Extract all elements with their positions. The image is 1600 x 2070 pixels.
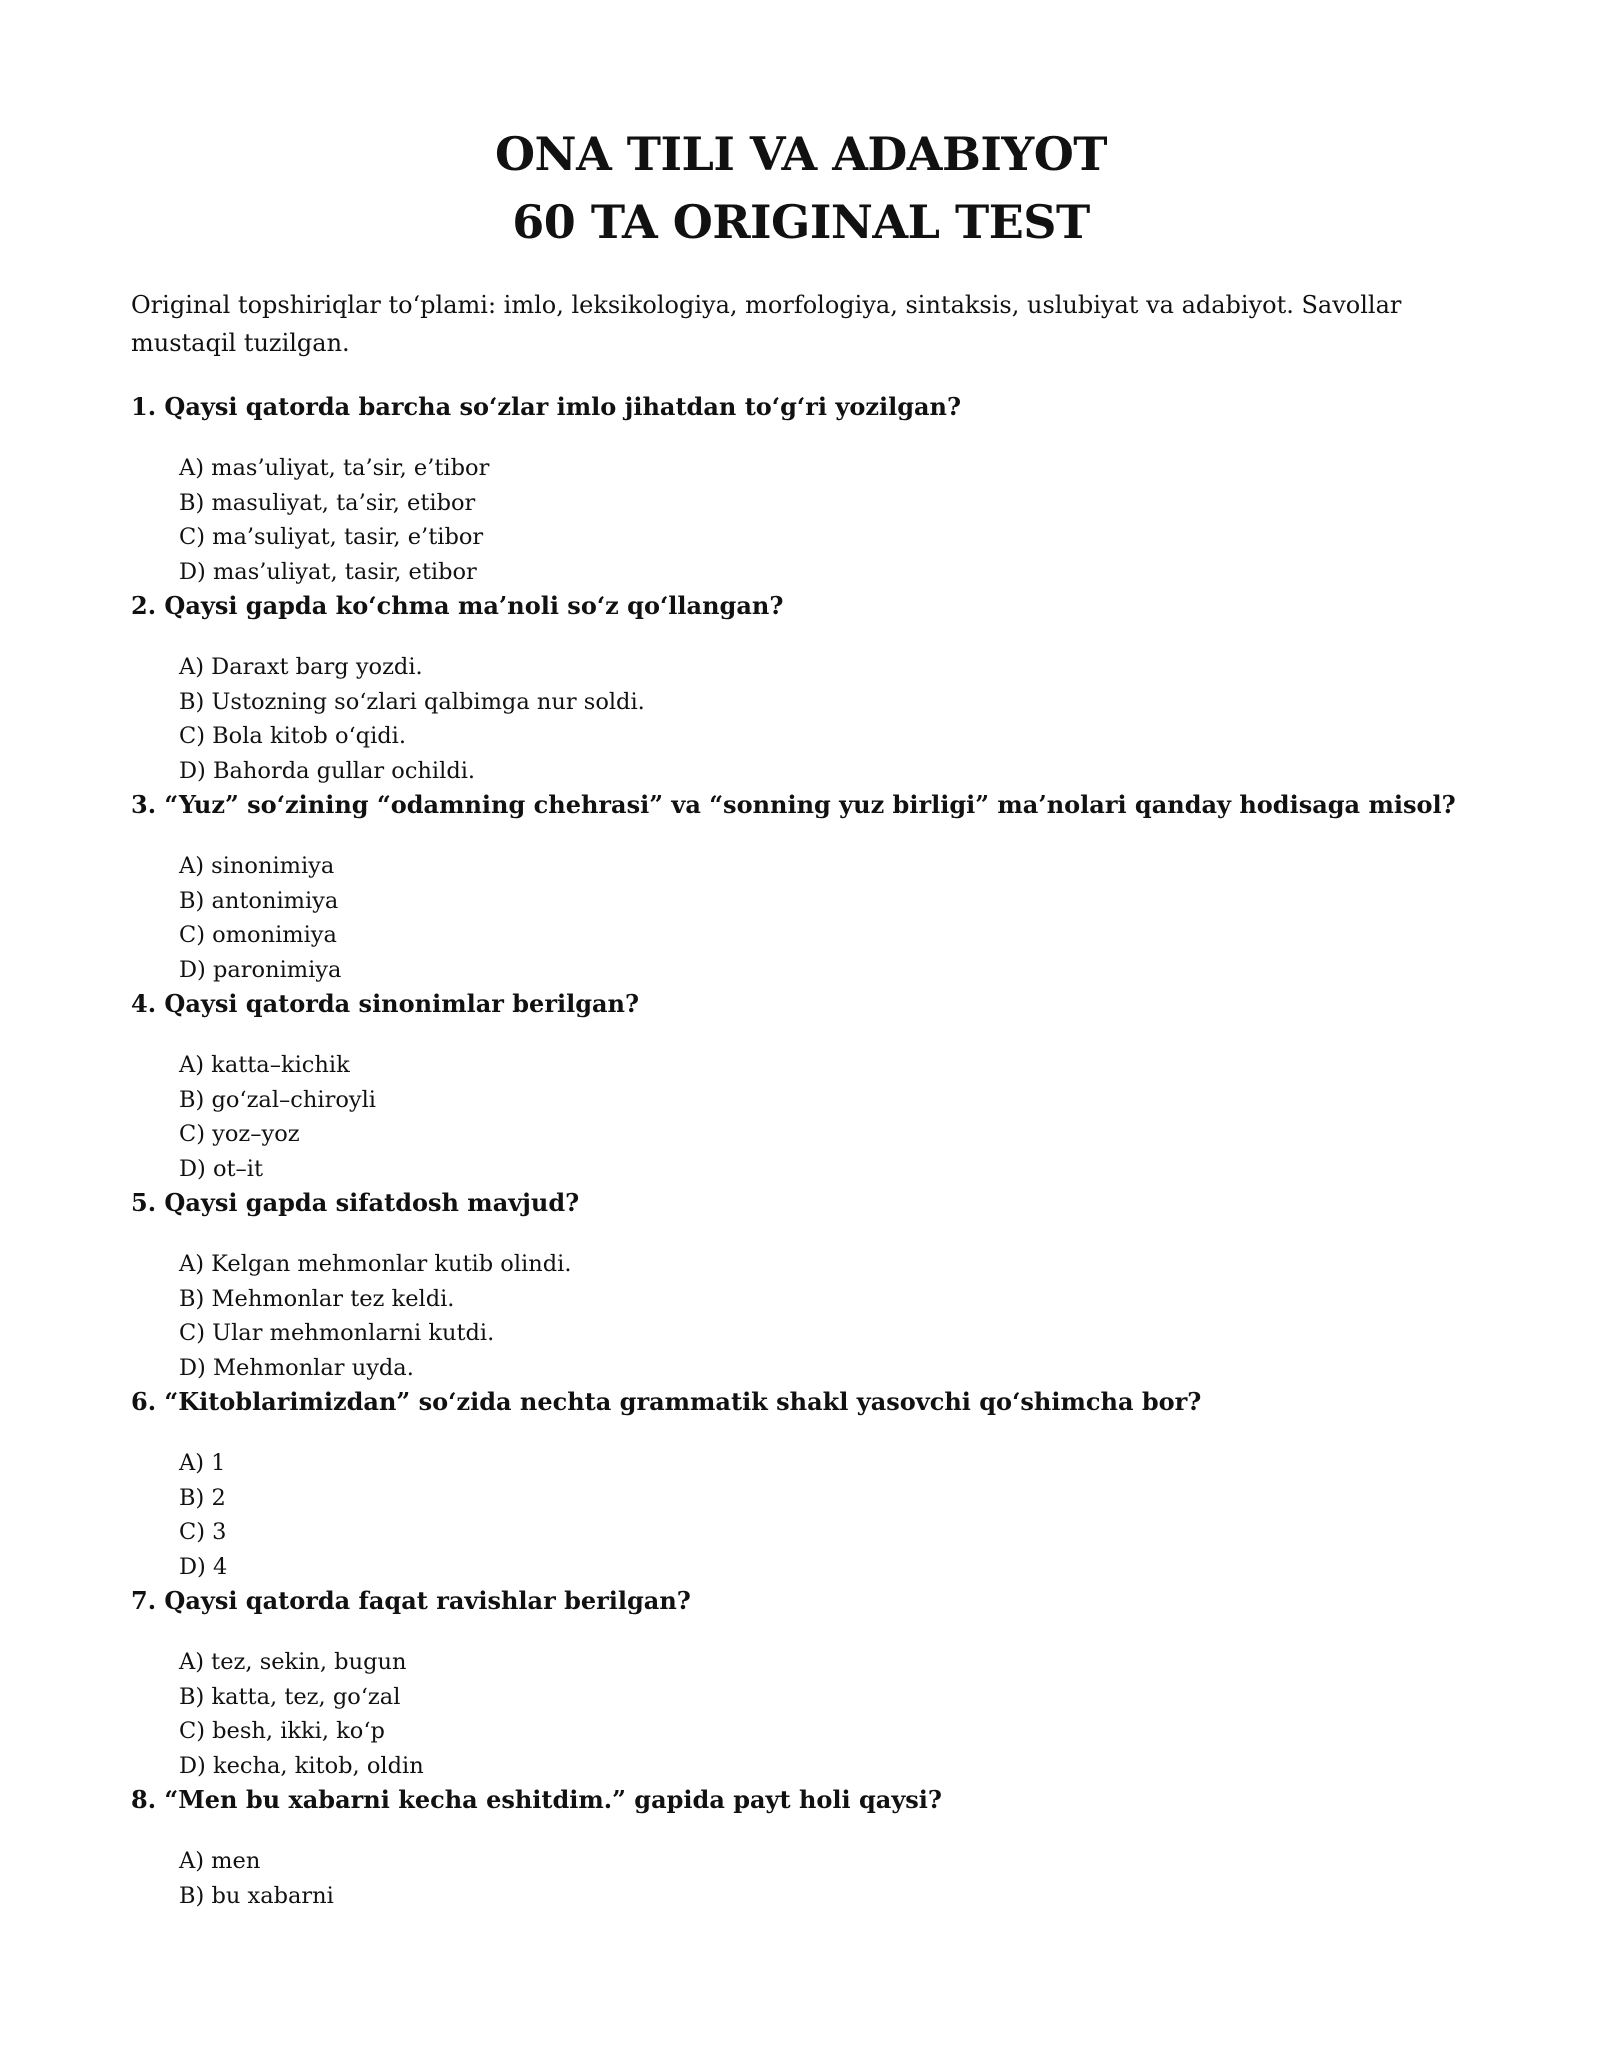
answer-option: B) masuliyat, ta’sir, etibor — [179, 489, 476, 516]
answer-option: B) Ustozning so‘zlari qalbimga nur soldi. — [179, 688, 645, 715]
answer-options — [179, 1645, 1471, 1783]
answer-option: C) Ular mehmonlarni kutdi. — [179, 1320, 495, 1346]
answer-option: C) omonimiya — [179, 922, 337, 948]
answer-option: D) Mehmonlar uyda. — [179, 1354, 414, 1381]
answer-option: A) katta–kichik — [179, 1052, 350, 1078]
answer-options — [179, 451, 1471, 589]
document-title — [131, 120, 1471, 256]
answer-option: D) ot–it — [179, 1155, 264, 1182]
question-text: 8. “Men bu xabarni kecha eshitdim.” gapida payt holi qaysi? — [131, 1785, 942, 1814]
answer-option: A) mas’uliyat, ta’sir, e’tibor — [179, 455, 490, 481]
document-page — [131, 120, 1471, 1913]
answer-option: B) antonimiya — [179, 887, 339, 914]
answer-options — [179, 1247, 1471, 1385]
question-block — [131, 987, 1471, 1186]
question-block — [131, 1385, 1471, 1584]
intro-paragraph: Original topshiriqlar to‘plami: imlo, leksikologiya, morfologiya, sintaksis, uslubiyat va adabiyot. Savollar mustaqil tuzilgan. — [131, 291, 1402, 357]
question-text: 6. “Kitoblarimizdan” so‘zida nechta grammatik shakl yasovchi qo‘shimcha bor? — [131, 1387, 1202, 1416]
answer-option: A) 1 — [179, 1450, 226, 1476]
answer-option: C) besh, ikki, ko‘p — [179, 1718, 385, 1744]
question-list — [131, 390, 1471, 1913]
answer-option: B) bu xabarni — [179, 1882, 334, 1909]
answer-option: A) sinonimiya — [179, 853, 335, 879]
question-block — [131, 390, 1471, 589]
answer-option: B) katta, tez, go‘zal — [179, 1683, 401, 1710]
question-block — [131, 589, 1471, 788]
question-block — [131, 1584, 1471, 1783]
answer-option: D) paronimiya — [179, 956, 342, 983]
answer-option: A) Kelgan mehmonlar kutib olindi. — [179, 1251, 572, 1277]
question-block — [131, 1783, 1471, 1913]
answer-option: D) kecha, kitob, oldin — [179, 1752, 424, 1779]
question-block — [131, 1186, 1471, 1385]
answer-options — [179, 1446, 1471, 1584]
question-text: 5. Qaysi gapda sifatdosh mavjud? — [131, 1188, 580, 1217]
question-text: 7. Qaysi qatorda faqat ravishlar berilgan? — [131, 1586, 691, 1615]
answer-option: B) Mehmonlar tez keldi. — [179, 1285, 455, 1312]
question-text: 4. Qaysi qatorda sinonimlar berilgan? — [131, 989, 640, 1018]
answer-option: A) men — [179, 1848, 261, 1874]
answer-option: A) tez, sekin, bugun — [179, 1649, 407, 1675]
question-text: 3. “Yuz” so‘zining “odamning chehrasi” va “sonning yuz birligi” ma’nolari qanday hodisaga misol? — [131, 790, 1456, 819]
question-text: 1. Qaysi qatorda barcha so‘zlar imlo jihatdan to‘g‘ri yozilgan? — [131, 392, 962, 421]
answer-options — [179, 849, 1471, 987]
answer-option: C) ma’suliyat, tasir, e’tibor — [179, 524, 484, 550]
question-block — [131, 788, 1471, 987]
answer-option: D) 4 — [179, 1553, 228, 1580]
answer-option: C) 3 — [179, 1519, 227, 1545]
question-text: 2. Qaysi gapda ko‘chma ma’noli so‘z qo‘llangan? — [131, 591, 784, 620]
answer-option: B) 2 — [179, 1484, 226, 1511]
answer-option: C) Bola kitob o‘qidi. — [179, 723, 407, 749]
answer-option: C) yoz–yoz — [179, 1121, 300, 1147]
answer-option: A) Daraxt barg yozdi. — [179, 654, 423, 680]
answer-option: D) mas’uliyat, tasir, etibor — [179, 558, 477, 585]
answer-option: B) go‘zal–chiroyli — [179, 1086, 376, 1113]
answer-options — [179, 1048, 1471, 1186]
answer-options — [179, 1844, 1471, 1913]
title-line-1: ONA TILI VA ADABIYOT — [494, 127, 1108, 181]
title-line-2: 60 TA ORIGINAL TEST — [512, 195, 1090, 249]
answer-option: D) Bahorda gullar ochildi. — [179, 757, 476, 784]
answer-options — [179, 650, 1471, 788]
